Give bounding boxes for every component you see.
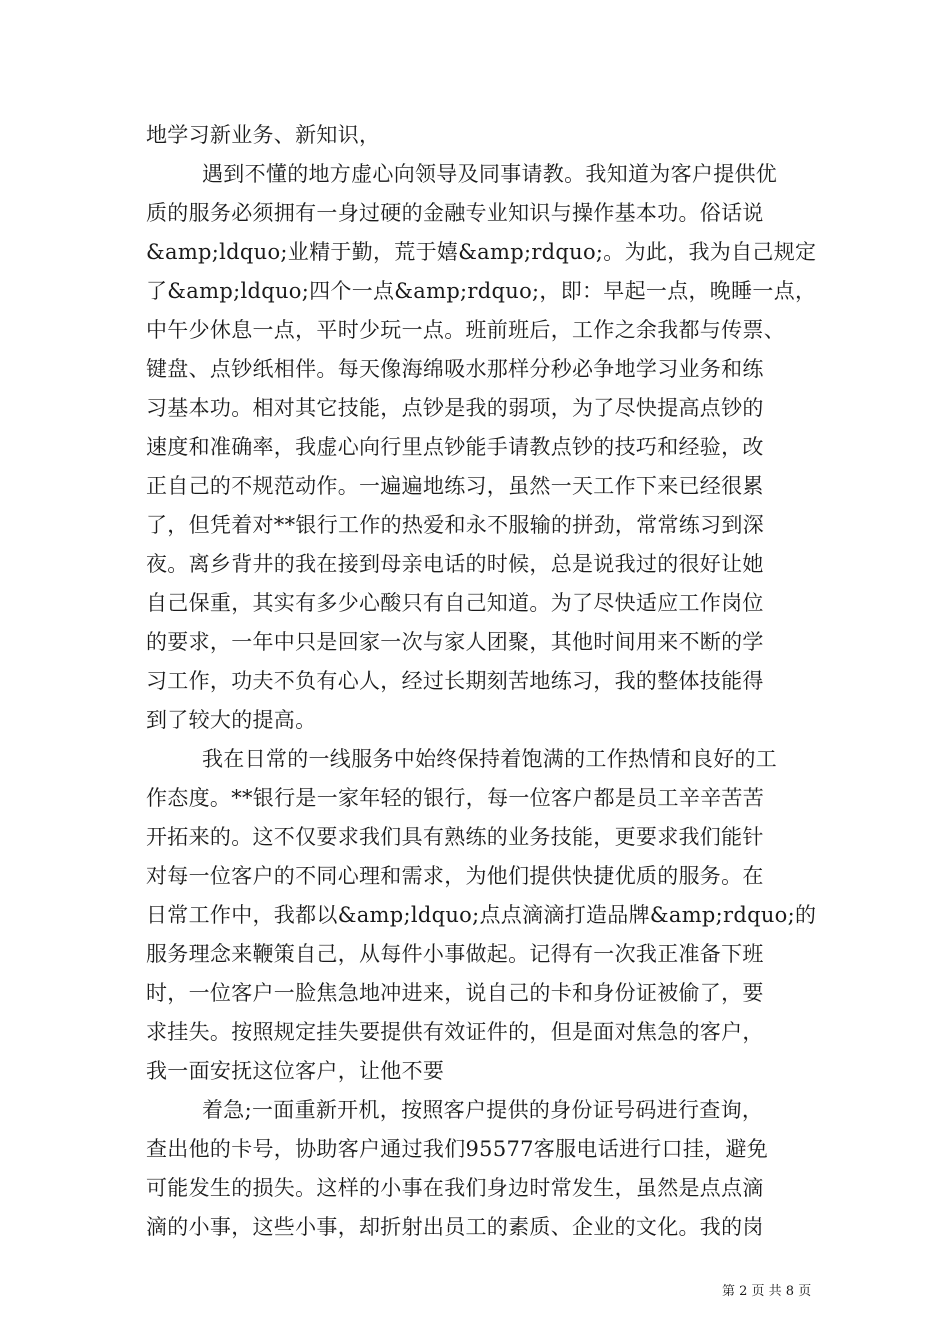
- text-line: 的要求，一年中只是回家一次与家人团聚，其他时间用来不断的学: [146, 630, 764, 654]
- text-line: 遇到不懂的地方虚心向领导及同事请教。我知道为客户提供优: [202, 162, 778, 186]
- text-line: 夜。离乡背井的我在接到母亲电话的时候，总是说我过的很好让她: [146, 552, 764, 576]
- text-line: 自己保重，其实有多少心酸只有自己知道。为了尽快适应工作岗位: [146, 591, 764, 615]
- text-line: 中午少休息一点，平时少玩一点。班前班后，工作之余我都与传票、: [146, 318, 785, 342]
- text-line: 到了较大的提高。: [146, 708, 317, 732]
- text-line: 滴的小事，这些小事，却折射出员工的素质、企业的文化。我的岗: [146, 1215, 764, 1239]
- text-line: 质的服务必须拥有一身过硬的金融专业知识与操作基本功。俗话说: [146, 201, 764, 225]
- text-line: 开拓来的。这不仅要求我们具有熟练的业务技能，更要求我们能针: [146, 825, 764, 849]
- page-number: 第 2 页 共 8 页: [722, 1284, 812, 1299]
- text-line: 着急;一面重新开机，按照客户提供的身份证号码进行查询，: [202, 1098, 764, 1122]
- text-line: 求挂失。按照规定挂失要提供有效证件的，但是面对焦急的客户，: [146, 1020, 764, 1044]
- text-line: 键盘、点钞纸相伴。每天像海绵吸水那样分秒必争地学习业务和练: [146, 357, 764, 381]
- text-line: 作态度。**银行是一家年轻的银行，每一位客户都是员工辛辛苦苦: [146, 786, 764, 810]
- text-line: 地学习新业务、新知识，: [146, 123, 381, 147]
- text-line: 习工作，功夫不负有心人，经过长期刻苦地练习，我的整体技能得: [146, 669, 764, 693]
- text-line: 时，一位客户一脸焦急地冲进来，说自己的卡和身份证被偷了，要: [146, 981, 764, 1005]
- text-line: 服务理念来鞭策自己，从每件小事做起。记得有一次我正准备下班: [146, 942, 764, 966]
- text-line: 查出他的卡号，协助客户通过我们95577客服电话进行口挂，避免: [146, 1137, 769, 1161]
- text-line: 了，但凭着对**银行工作的热爱和永不服输的拼劲，常常练习到深: [146, 513, 764, 537]
- text-line: 习基本功。相对其它技能，点钞是我的弱项，为了尽快提高点钞的: [146, 396, 764, 420]
- text-line: 我在日常的一线服务中始终保持着饱满的工作热情和良好的工: [202, 747, 778, 771]
- text-line: 可能发生的损失。这样的小事在我们身边时常发生，虽然是点点滴: [146, 1176, 764, 1200]
- text-line: 对每一位客户的不同心理和需求，为他们提供快捷优质的服务。在: [146, 864, 764, 888]
- text-line: 速度和准确率，我虚心向行里点钞能手请教点钞的技巧和经验，改: [146, 435, 764, 459]
- text-line: 我一面安抚这位客户，让他不要: [146, 1059, 445, 1083]
- text-line: 日常工作中，我都以&amp;ldquo;点点滴滴打造品牌&amp;rdquo;的: [146, 903, 817, 927]
- text-line: &amp;ldquo;业精于勤，荒于嬉&amp;rdquo;。为此，我为自己规定: [146, 240, 817, 264]
- text-line: 正自己的不规范动作。一遍遍地练习，虽然一天工作下来已经很累: [146, 474, 764, 498]
- text-line: 了&amp;ldquo;四个一点&amp;rdquo;，即：早起一点，晚睡一点，: [146, 279, 817, 303]
